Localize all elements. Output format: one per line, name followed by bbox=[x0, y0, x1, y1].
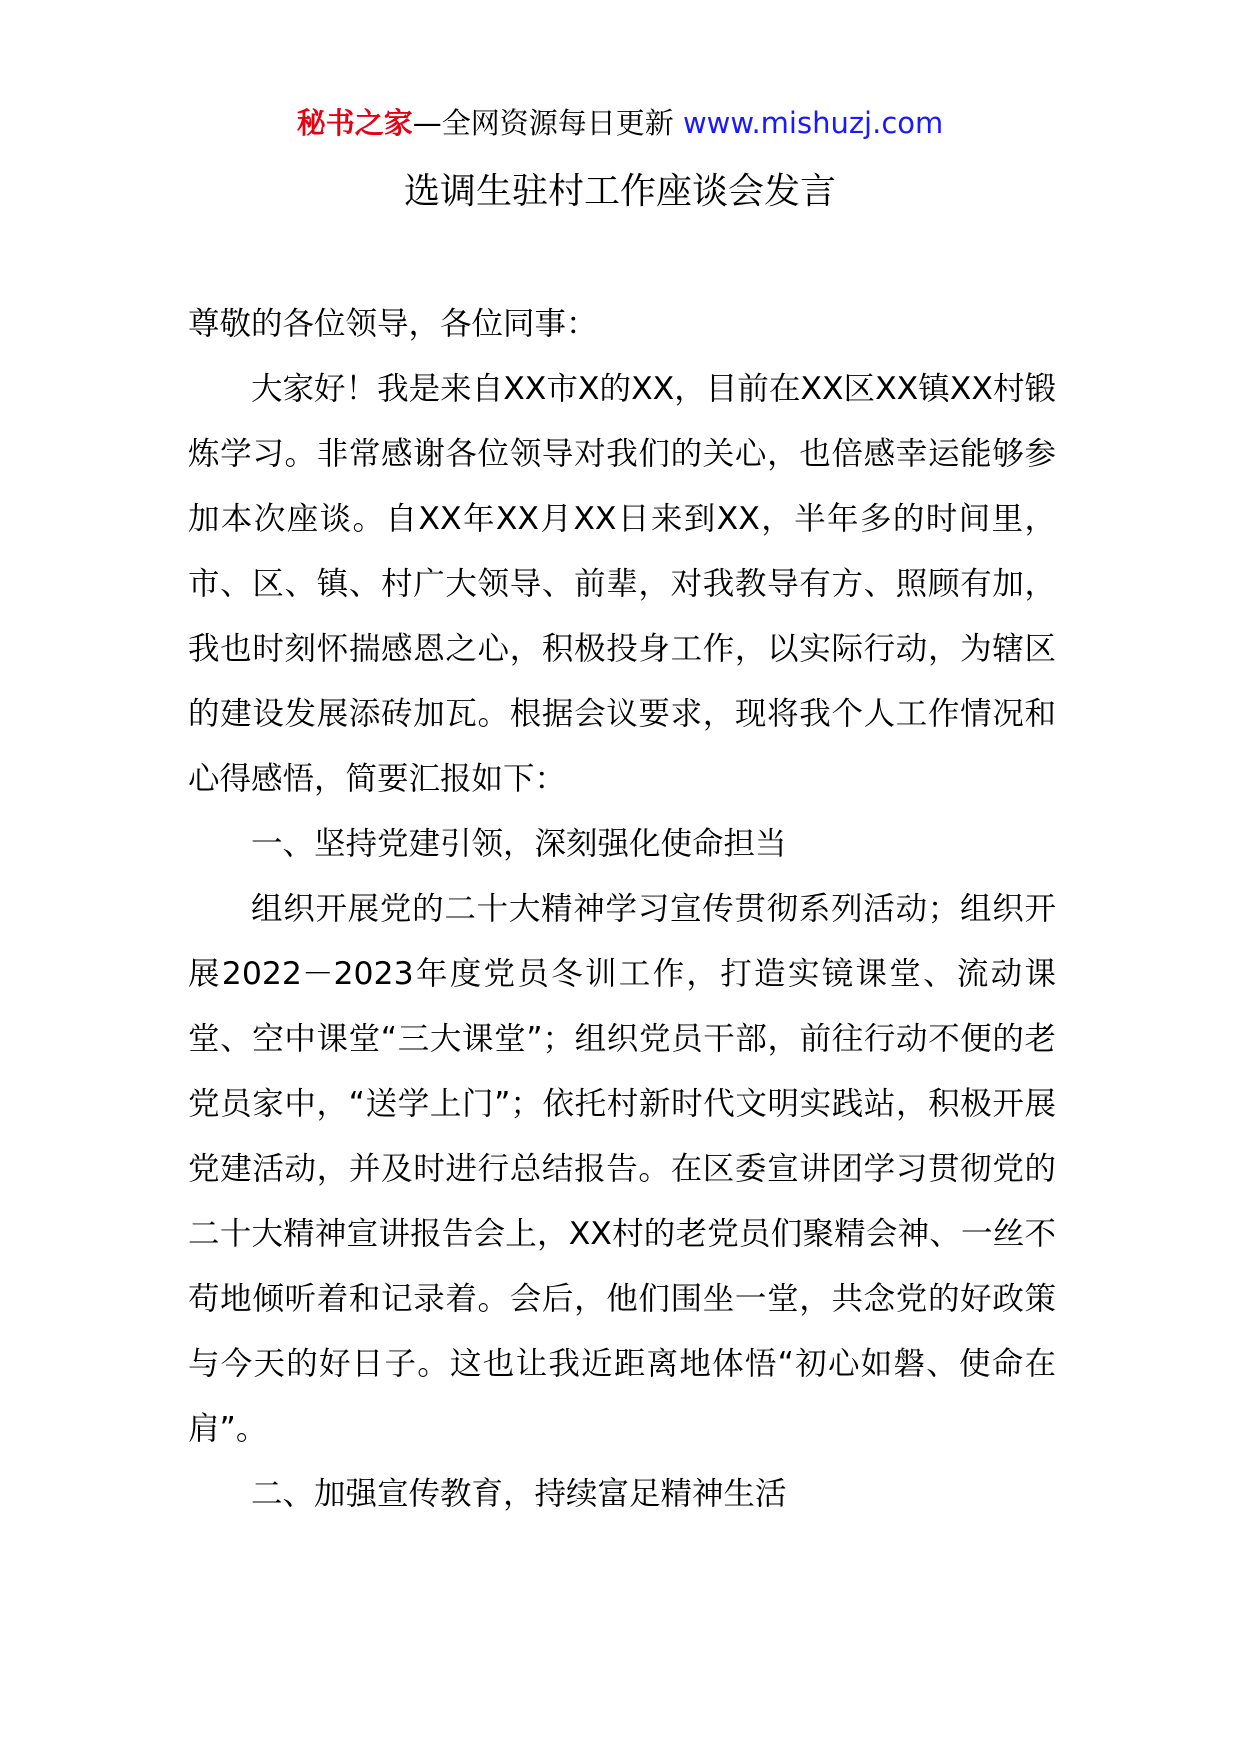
intro-paragraph: 大家好！我是来自XX市X的XX，目前在XX区XX镇XX村锻炼学习。非常感谢各位领导对我们的关心，也倍感幸运能够参加本次座谈。自XX年XX月XX日来到XX，半年多的时间里，市、区、镇、村广大领导、前辈，对我教导有方、照顾有加，我也时刻怀揣感恩之心，积极投身工作，以实际行动，为辖区的建设发展添砖加瓦。根据会议要求，现将我个人工作情况和心得感悟，简要汇报如下： bbox=[188, 371, 1056, 797]
section-1-paragraph: 组织开展党的二十大精神学习宣传贯彻系列活动；组织开展2022－2023年度党员冬训工作，打造实镜课堂、流动课堂、空中课堂“三大课堂”；组织党员干部，前往行动不便的老党员家中，“送学上门”；依托村新时代文明实践站，积极开展党建活动，并及时进行总结报告。在区委宣讲团学习贯彻党的二十大精神宣讲报告会上，XX村的老党员们聚精会神、一丝不苟地倾听着和记录着。会后，他们围坐一堂，共念党的好政策与今天的好日子。这也让我近距离地体悟“初心如磐、使命在肩”。 bbox=[188, 891, 1056, 1447]
section-heading-1: 一、坚持党建引领，深刻强化使命担当 bbox=[251, 826, 787, 862]
document-body bbox=[188, 292, 1056, 1527]
brand-name: 秘书之家 bbox=[296, 106, 413, 140]
document-title: 选调生驻村工作座谈会发言 bbox=[403, 171, 836, 212]
salutation: 尊敬的各位领导，各位同事： bbox=[188, 306, 598, 342]
section-heading-2: 二、加强宣传教育，持续富足精神生活 bbox=[251, 1476, 787, 1512]
header-banner bbox=[0, 100, 1240, 146]
header-tagline: —全网资源每日更新 bbox=[412, 106, 674, 140]
site-url-link[interactable]: www.mishuzj.com bbox=[682, 106, 944, 140]
